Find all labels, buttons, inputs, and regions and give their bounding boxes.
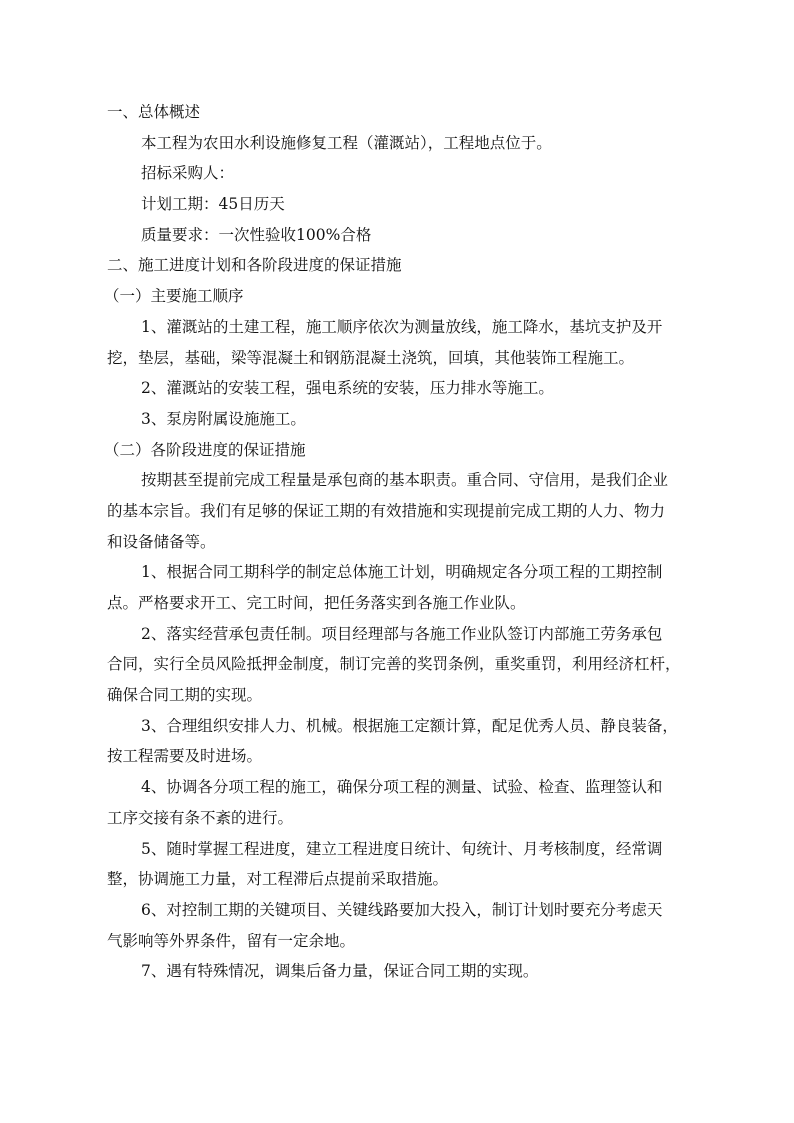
paragraph-line: 的基本宗旨。我们有足够的保证工期的有效措施和实现提前完成工期的人力、物力 bbox=[107, 501, 666, 520]
paragraph-line: 2、落实经营承包责任制。项目经理部与各施工作业队签订内部施工劳务承包 bbox=[141, 624, 663, 643]
paragraph-line: 和设备储备等。 bbox=[107, 532, 216, 551]
paragraph-line: 质量要求：一次性验收100%合格 bbox=[141, 225, 372, 244]
paragraph-line: 计划工期：45日历天 bbox=[141, 195, 285, 214]
paragraph-line: 5、随时掌握工程进度，建立工程进度日统计、旬统计、月考核制度，经常调 bbox=[141, 839, 663, 858]
document-body bbox=[104, 97, 687, 987]
paragraph-line: 按期甚至提前完成工程量是承包商的基本职责。重合同、守信用，是我们企业 bbox=[141, 471, 669, 490]
paragraph-line: 挖，垫层，基础，梁等混凝土和钢筋混凝土浇筑，回填，其他装饰工程施工。 bbox=[107, 348, 635, 367]
paragraph-line: 点。严格要求开工、完工时间，把任务落实到各施工作业队。 bbox=[107, 594, 526, 612]
heading-schedule: 二、施工进度计划和各阶段进度的保证措施 bbox=[107, 256, 402, 275]
paragraph-line: 确保合同工期的实现。 bbox=[107, 686, 263, 705]
paragraph-line: 招标采购人： bbox=[141, 164, 235, 183]
subheading-sequence: （一）主要施工顺序 bbox=[104, 287, 244, 306]
paragraph-line: 气影响等外界条件，留有一定余地。 bbox=[107, 931, 356, 950]
paragraph-line: 合同，实行全员风险抵押金制度，制订完善的奖罚条例，重奖重罚，利用经济杠杆， bbox=[107, 655, 681, 674]
paragraph-line: 7、遇有特殊情况，调集后备力量，保证合同工期的实现。 bbox=[141, 962, 539, 981]
paragraph-line: 1、灌溉站的土建工程，施工顺序依次为测量放线，施工降水，基坑支护及开 bbox=[141, 317, 663, 336]
heading-overview: 一、总体概述 bbox=[107, 103, 201, 121]
subheading-measures: （二）各阶段进度的保证措施 bbox=[104, 440, 306, 459]
paragraph-line: 工序交接有条不紊的进行。 bbox=[107, 808, 294, 827]
paragraph-line: 6、对控制工期的关键项目、关键线路要加大投入，制订计划时要充分考虑天 bbox=[141, 900, 663, 919]
paragraph-line: 3、泵房附属设施施工。 bbox=[141, 409, 306, 428]
paragraph-line: 4、协调各分项工程的施工，确保分项工程的测量、试验、检查、监理签认和 bbox=[141, 778, 663, 797]
paragraph-line: 本工程为农田水利设施修复工程（灌溉站），工程地点位于。 bbox=[141, 133, 552, 152]
paragraph-line: 1、根据合同工期科学的制定总体施工计划，明确规定各分项工程的工期控制 bbox=[141, 563, 663, 582]
paragraph-line: 2、灌溉站的安装工程，强电系统的安装，压力排水等施工。 bbox=[141, 379, 554, 398]
paragraph-line: 按工程需要及时进场。 bbox=[107, 747, 263, 766]
paragraph-line: 3、合理组织安排人力、机械。根据施工定额计算，配足优秀人员、静良装备， bbox=[141, 716, 678, 735]
paragraph-line: 整，协调施工力量，对工程滞后点提前采取措施。 bbox=[107, 870, 449, 889]
